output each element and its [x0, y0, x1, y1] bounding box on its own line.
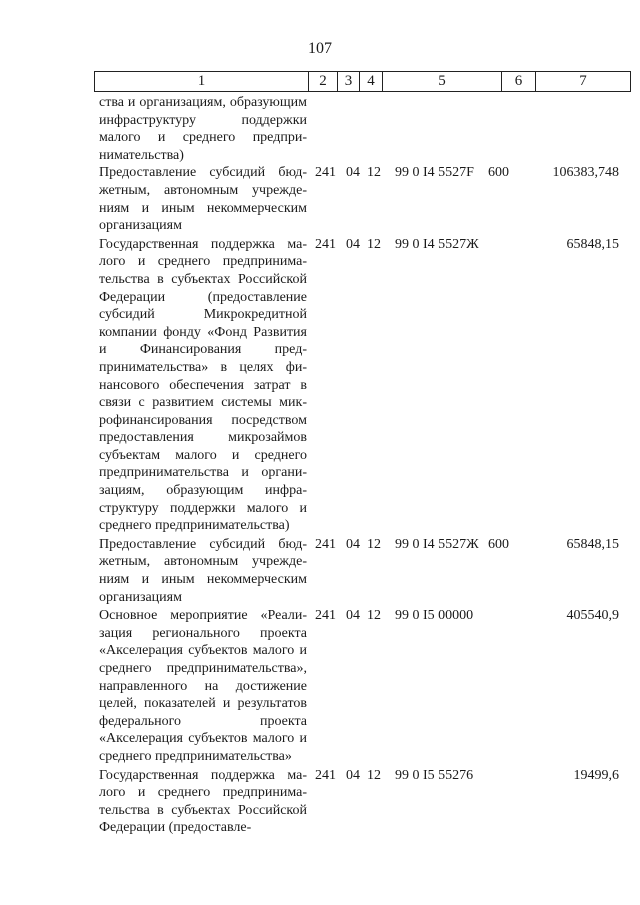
- target-article-code: 99 0 I5 00000: [395, 608, 474, 624]
- grbs-code: 241: [315, 236, 336, 252]
- amount: 106383,748: [552, 165, 619, 181]
- subsection-code: 12: [367, 608, 381, 624]
- section-code: 04: [346, 608, 360, 624]
- grbs-code: 241: [315, 608, 336, 624]
- column-header-1: 1: [95, 72, 309, 92]
- subsection-code: 12: [367, 536, 381, 552]
- grbs-code: 241: [315, 165, 336, 181]
- subsection-code: 12: [367, 767, 381, 783]
- section-code: 04: [346, 165, 360, 181]
- table-header: [94, 71, 631, 92]
- table-row: [99, 94, 619, 164]
- column-header-5: 5: [383, 72, 502, 92]
- amount: 65848,15: [566, 536, 619, 552]
- page-number: 107: [308, 40, 332, 57]
- table-row: [99, 536, 619, 606]
- row-description: Предоставление субсидий бюджетным, автономным учреждениям и иным некоммерческим организациям: [99, 536, 307, 605]
- expense-type-code: 600: [488, 165, 509, 181]
- amount: 405540,9: [566, 608, 619, 624]
- target-article-code: 99 0 I5 55276: [395, 767, 474, 783]
- column-header-3: 3: [338, 72, 360, 92]
- amount: 19499,6: [573, 767, 619, 783]
- subsection-code: 12: [367, 165, 381, 181]
- table-row: [99, 767, 619, 837]
- grbs-code: 241: [315, 536, 336, 552]
- grbs-code: 241: [315, 767, 336, 783]
- target-article-code: 99 0 I4 5527Ж: [395, 536, 479, 552]
- row-description: Государственная поддержка малого и среднего предпринимательства в субъектах Российской Федерации (предоставле-: [99, 767, 307, 836]
- row-description: Предоставление субсидий бюджетным, автономным учреждениям и иным некоммерческим организациям: [99, 165, 307, 234]
- row-description: Государственная поддержка малого и среднего предпринимательства в субъектах Российской Федерации (предоставление субсидий Микрокредитной компании фонду «Фонд Развития и Финансирования предпринимательства» в целях финансового обеспечения затрат в связи с развитием системы микрофинансирования посредством предоставления микрозаймов субъектам малого и среднего предпринимательства и организациям, образующим инфраструктуру поддержки малого и среднего предпринимательства): [99, 236, 307, 534]
- expense-type-code: 600: [488, 536, 509, 552]
- section-code: 04: [346, 236, 360, 252]
- target-article-code: 99 0 I4 5527Ж: [395, 236, 479, 252]
- column-header-7: 7: [536, 72, 631, 92]
- column-header-4: 4: [360, 72, 383, 92]
- column-header-2: 2: [309, 72, 338, 92]
- subsection-code: 12: [367, 236, 381, 252]
- target-article-code: 99 0 I4 5527F: [395, 165, 474, 181]
- row-description: ства и организациям, образующим инфраструктуру поддержки малого и среднего предпринимательства): [99, 95, 307, 163]
- row-description: Основное мероприятие «Реализация регионального проекта «Акселерация субъектов малого и среднего предпринимательства», направленного на достижение целей, показателей и результатов федерального проекта «Акселерация субъектов малого и среднего предпринимательства»: [99, 608, 307, 764]
- section-code: 04: [346, 767, 360, 783]
- table-row: [99, 607, 619, 765]
- section-code: 04: [346, 536, 360, 552]
- budget-table-body: [99, 94, 619, 837]
- amount: 65848,15: [566, 236, 619, 252]
- column-header-6: 6: [502, 72, 536, 92]
- table-row: [99, 164, 619, 234]
- table-row: [99, 236, 619, 535]
